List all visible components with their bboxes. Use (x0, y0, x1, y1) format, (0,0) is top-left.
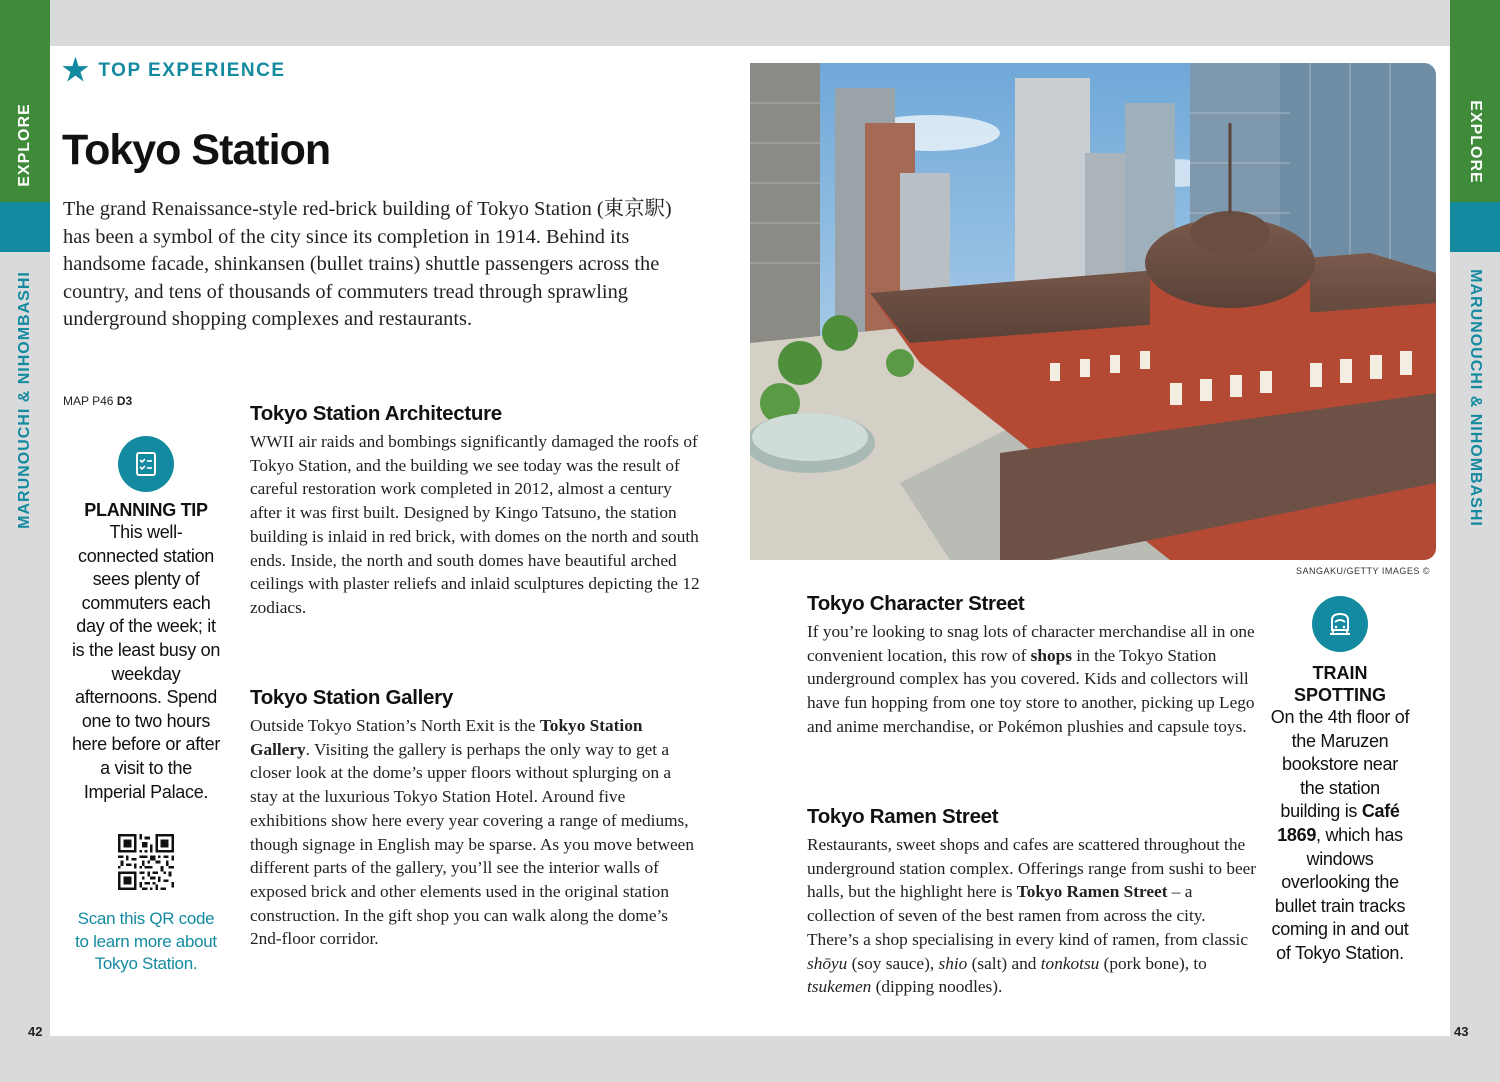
italic-term: tonkotsu (1040, 953, 1100, 973)
top-experience-text: TOP EXPERIENCE (98, 60, 286, 81)
sidebar-district-label: MARUNOUCHI & NIHOMBASHI (16, 271, 33, 529)
intro-paragraph: The grand Renaissance-style red-brick building of Tokyo Station (東京駅) has been a symbol of the city since its completion in 1914. Behind its handsome facade, shinkansen (bullet trains) shuttle passengers across the country, and tens of thousands of commuters tread through sprawling underground shopping complexes and restaurants. (63, 198, 672, 330)
planning-tip-body: This well-connected station sees plenty of commuters each day of the week; it is the least busy on weekday afternoons. Spend one to two hours here before or after a visit to the Imperial Palace. (71, 522, 221, 802)
page-number-left: 42 (28, 1024, 43, 1039)
text-run: in the Tokyo Station underground complex has you covered. Kids and collectors will have fun hopping from one toy store to another, picking up Lego and anime merchandise, or Pokémon plushies and capsule toys. (807, 645, 1255, 736)
sidebar-teal-band (0, 202, 50, 252)
page-number-right: 43 (1454, 1024, 1469, 1039)
tokyo-station-photo (750, 63, 1436, 560)
qr-code[interactable] (118, 834, 174, 890)
section-architecture (250, 402, 700, 620)
section-body (250, 714, 700, 951)
map-ref-label: MAP P46 (63, 394, 114, 408)
map-ref-grid: D3 (116, 394, 133, 408)
section-body (807, 833, 1257, 999)
italic-term: shōyu (807, 953, 848, 973)
text-run: (salt) and (967, 953, 1041, 973)
train-icon (1312, 596, 1368, 652)
sidebar-explore-label: EXPLORE (16, 103, 33, 187)
text-run: Outside Tokyo Station’s North Exit is the (250, 716, 540, 735)
text-run: (pork bone), to (1099, 953, 1207, 973)
text-run: On the 4th floor of the Maruzen bookstore near the station building is (1270, 707, 1410, 822)
left-sidebar (0, 0, 50, 1082)
sidebar-explore-label: EXPLORE (1467, 100, 1484, 184)
train-spotting-tip (1270, 596, 1410, 966)
sidebar-district-label: MARUNOUCHI & NIHOMBASHI (1467, 269, 1484, 527)
planning-tip-heading: PLANNING TIP (84, 500, 208, 520)
sidebar-teal-band (1450, 202, 1500, 252)
highlight-text: Tokyo Ramen Street (1016, 882, 1168, 902)
section-heading: Tokyo Station Architecture (250, 402, 502, 425)
section-heading: Tokyo Character Street (807, 592, 1025, 615)
text-run: – a collection of seven of the best ramen from across the city. There’s a shop specialising in every kind of ramen, from classic (807, 882, 1249, 949)
section-body (807, 620, 1257, 739)
text-run: . Visiting the gallery is perhaps the only way to get a closer look at the dome’s upper floors without splurging on a stay at the luxurious Tokyo Station Hotel. Around five exhibitions show here every year covering a range of mediums, though signage in English may be sparse. As you move between different parts of the gallery, you’ll see the interior walls of exposed brick and other elements used in the original station construction. In the gift shop you can walk along the dome’s 2nd-floor corridor. (250, 739, 694, 949)
top-experience-label (62, 54, 286, 87)
highlight-text: shops (1030, 645, 1072, 665)
section-character-street (807, 592, 1257, 739)
italic-term: shio (938, 953, 968, 973)
train-spotting-body (1270, 706, 1410, 966)
qr-caption[interactable]: Scan this QR code to learn more about Tokyo Station. (75, 909, 217, 974)
section-heading: Tokyo Station Gallery (250, 686, 453, 709)
checklist-icon (118, 436, 174, 492)
planning-tip (70, 436, 222, 976)
text-run: If you’re looking to snag lots of character merchandise all in one convenient location, this row of (807, 622, 1255, 665)
page-title: Tokyo Station (62, 126, 331, 174)
section-gallery (250, 686, 700, 951)
section-body: WWII air raids and bombings significantly damaged the roofs of Tokyo Station, and the building we see today was the result of careful restoration work completed in 2012, almost a century after it was first built. Designed by Kingo Tatsuno, the station building is inlaid in red brick, with domes on the north and south ends. Inside, the north and south domes have beautiful arched ceilings with plaster reliefs and inlaid sculptures depicting the 12 zodiacs. (250, 432, 700, 617)
text-run: (soy sauce), (847, 953, 939, 973)
star-icon: ★ (62, 54, 91, 87)
photo-credit: SANGAKU/GETTY IMAGES © (1296, 566, 1430, 576)
section-heading: Tokyo Ramen Street (807, 805, 999, 828)
text-run: (dipping noodles). (871, 977, 1003, 997)
map-reference[interactable] (63, 394, 132, 408)
text-run: , which has windows overlooking the bullet train tracks coming in and out of Tokyo Station. (1271, 824, 1409, 963)
highlight-text: Café 1869 (1277, 801, 1400, 845)
highlight-text: Tokyo Station Gallery (250, 716, 643, 759)
italic-term: tsukemen (807, 977, 872, 997)
text-run: Restaurants, sweet shops and cafes are scattered throughout the underground station complex. Offerings range from sushi to beer halls, but the highlight here is (807, 835, 1257, 902)
right-sidebar (1450, 0, 1500, 1082)
train-spotting-heading: TRAIN SPOTTING (1293, 663, 1386, 705)
section-ramen-street (807, 805, 1257, 999)
